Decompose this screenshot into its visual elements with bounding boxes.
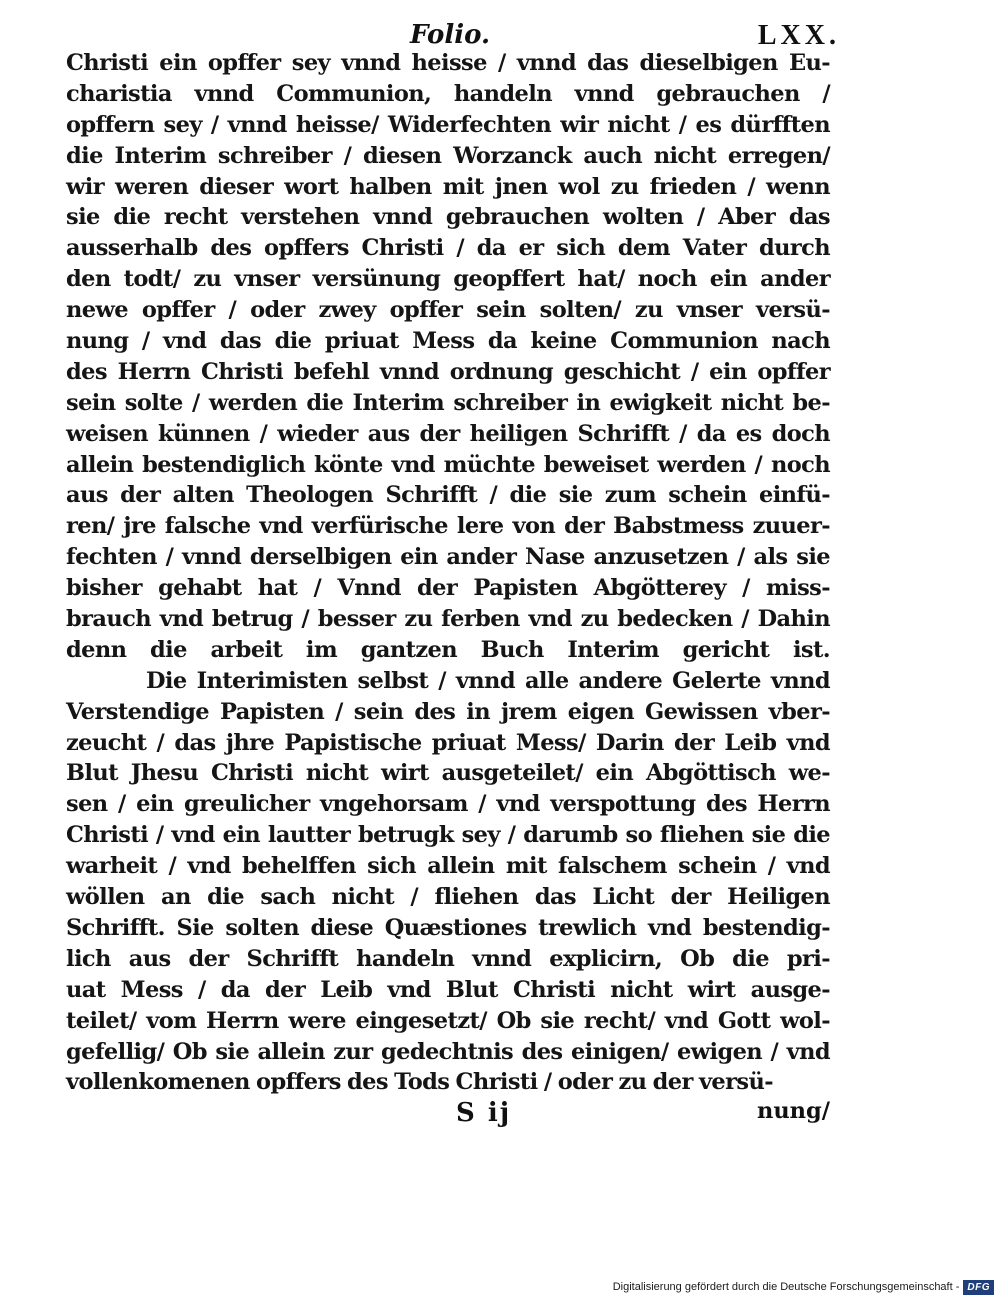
text-line: Christi ein opffer sey vnnd heisse / vnnd das dieselbigen Eu- [66,50,830,76]
text-line: ren/ jre falsche vnd verfürische lere von der Babstmess zuuer- [66,513,830,540]
text-line: gefellig/ Ob sie allein zur gedechtnis des einigen/ ewigen / vnd [66,1038,830,1065]
text-line: denn die arbeit im gantzen Buch Interim gericht ist. [66,636,830,663]
text-line: Verstendige Papisten / sein des in jrem eigen Gewissen vber- [66,698,830,725]
page-footer [66,1098,830,1134]
text-line: brauch vnd betrug / besser zu ferben vnd zu bedecken / Dahin [66,606,830,633]
text-line: Schrifft. Sie solten diese Quæstiones trewlich vnd bestendig- [66,914,830,941]
text-line: aus der alten Theologen Schrifft / die sie zum schein einfü- [66,482,830,509]
text-line: Die Interimisten selbst / vnnd alle andere Gelerte vnnd [146,667,830,694]
text-line: wöllen an die sach nicht / fliehen das Licht der Heiligen [66,884,830,911]
text-line: ausserhalb des opffers Christi / da er sich dem Vater durch [66,235,830,262]
text-line: lich aus der Schrifft handeln vnnd explicirn, Ob die pri- [66,945,830,972]
text-line: uat Mess / da der Leib vnd Blut Christi nicht wirt ausge- [66,976,830,1003]
text-line: vollenkomenen opffers des Tods Christi / oder zu der versü- [66,1069,773,1096]
text-line: sie die recht verstehen vnnd gebrauchen wolten / Aber das [66,204,830,231]
text-line: nung / vnd das die priuat Mess da keine Communion nach [66,328,830,355]
text-line: fechten / vnnd derselbigen ein ander Nase anzusetzen / als sie [66,544,830,571]
text-line: Blut Jhesu Christi nicht wirt ausgeteilet/ ein Abgöttisch we- [66,760,830,787]
text-line: des Herrn Christi befehl vnnd ordnung geschicht / ein opffer [66,358,830,385]
text-line: opffern sey / vnnd heisse/ Widerfechten wir nicht / es dürfften [66,111,830,138]
text-line: allein bestendiglich könte vnd müchte beweiset werden / noch [66,451,830,478]
digitization-credit [613,1278,994,1296]
credit-text: Digitalisierung gefördert durch die Deutsche Forschungsgemeinschaft - [612,1281,960,1293]
text-line: die Interim schreiber / diesen Worzanck auch nicht erregen/ [66,142,830,169]
text-line: Christi / vnd ein lautter betrugk sey / darumb so fliehen sie die [66,822,830,849]
text-line: wir weren dieser wort halben mit jnen wol zu frieden / wenn [66,173,830,200]
folio-word: Folio. [410,20,491,50]
folio-number: LXX. [757,20,840,51]
text-line: zeucht / das jhre Papistische priuat Mess/ Darin der Leib vnd [66,729,830,756]
text-line: weisen künnen / wieder aus der heiligen Schrifft / da es doch [66,420,830,447]
text-line: den todt/ zu vnser versünung geopffert hat/ noch ein ander [66,266,830,293]
catchword: nung/ [756,1098,830,1124]
text-line: newe opffer / oder zwey opffer sein solten/ zu vnser versü- [66,297,830,324]
text-line: sen / ein greulicher vngehorsam / vnd verspottung des Herrn [66,791,830,818]
text-line: warheit / vnd behelffen sich allein mit falschem schein / vnd [66,853,830,880]
text-line: sein solte / werden die Interim schreiber in ewigkeit nicht be- [66,389,830,416]
text-line: charistia vnnd Communion, handeln vnnd gebrauchen / [66,80,830,107]
text-line: teilet/ vom Herrn were eingesetzt/ Ob sie recht/ vnd Gott wol- [66,1007,830,1034]
body-text [66,48,830,1098]
dfg-logo: DFG [963,1280,994,1295]
signature-mark: S ij [456,1098,512,1128]
text-line: bisher gehabt hat / Vnnd der Papisten Abgötterey / miss- [66,575,830,602]
